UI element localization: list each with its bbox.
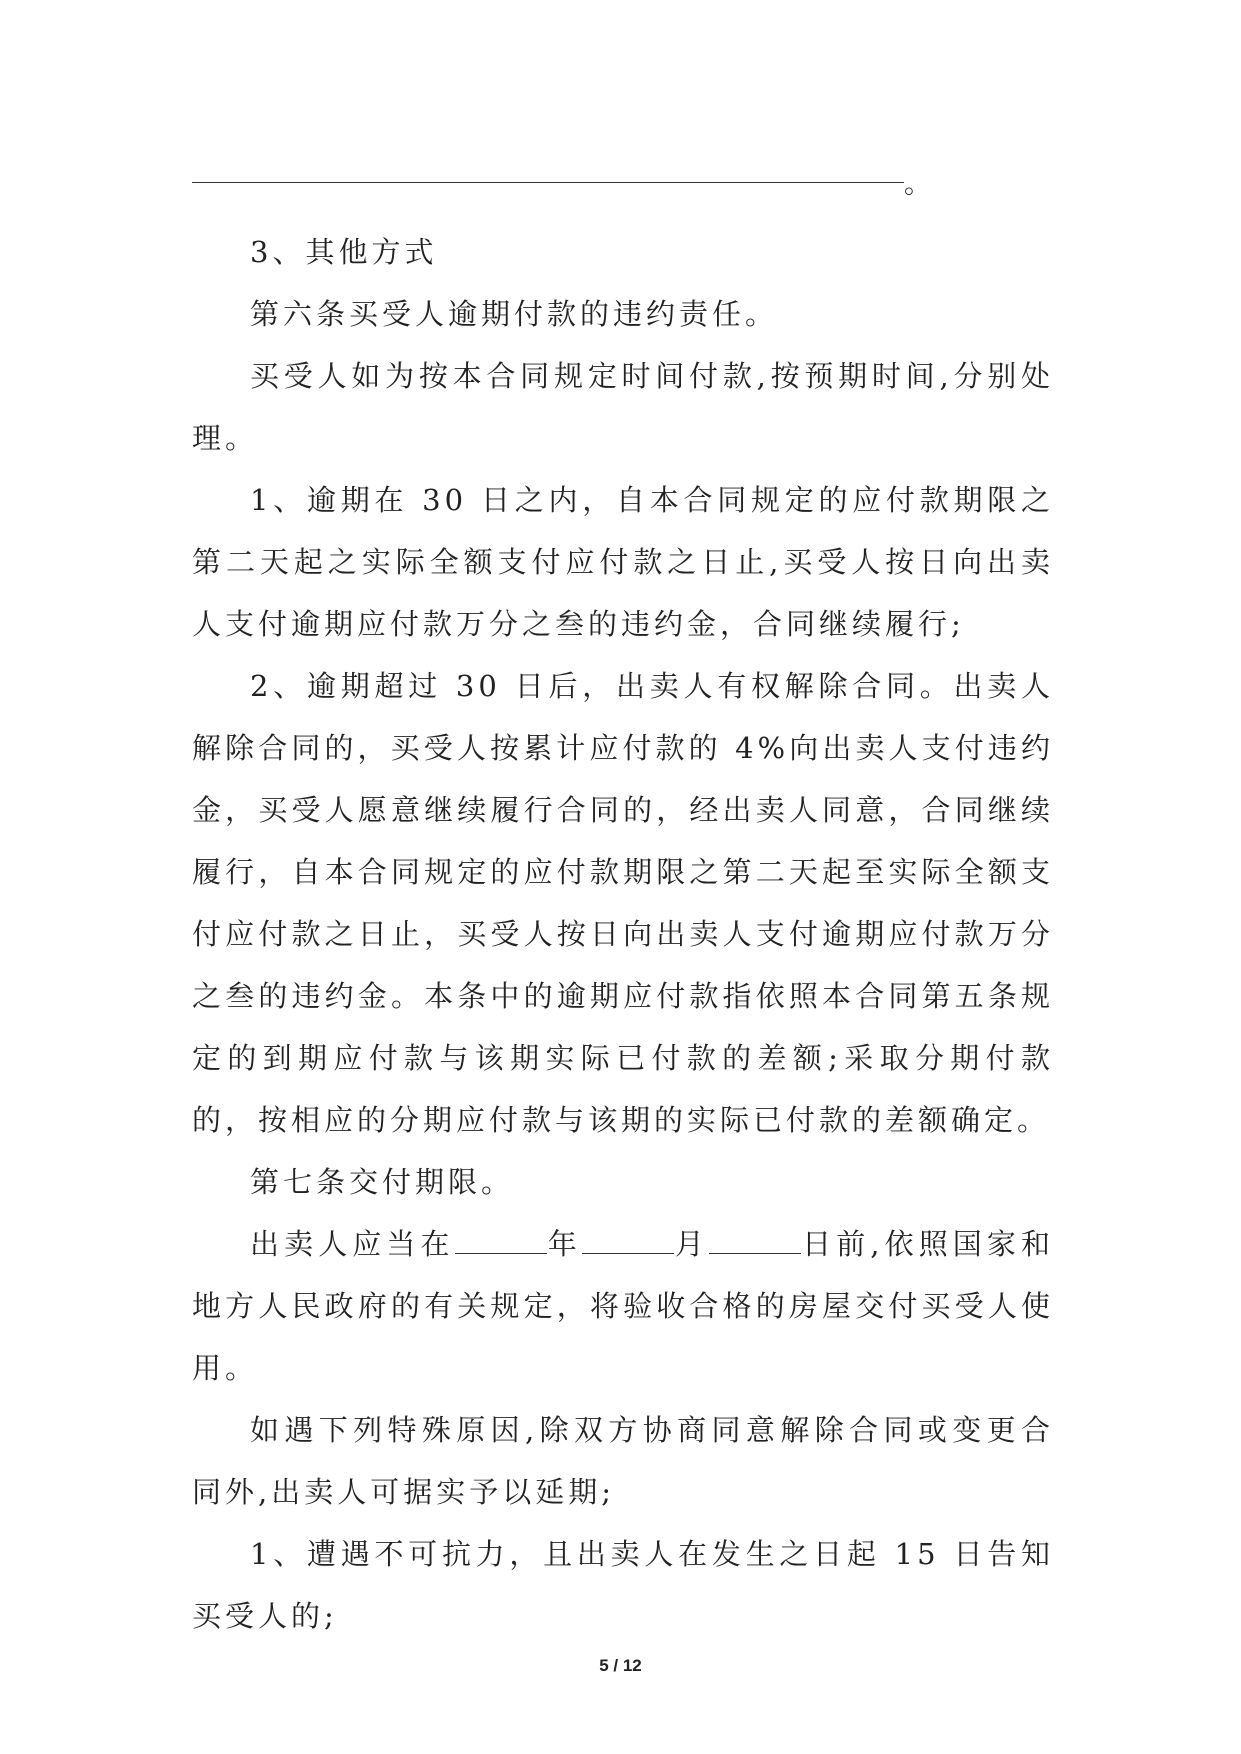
paragraph-force-majeure: 1、遭遇不可抗力，且出卖人在发生之日起 15 日告知买受人的; <box>192 1537 1054 1633</box>
blank-underline <box>192 182 904 183</box>
paragraph-article-6-clause-1: 1、逾期在 30 日之内，自本合同规定的应付款期限之第二天起之实际全额支付应付款之日止,买受人按日向出卖人支付逾期应付款万分之叁的违约金，合同继续履行; <box>192 483 1054 641</box>
year-label: 年 <box>546 1227 582 1261</box>
month-label: 月 <box>673 1227 709 1261</box>
paragraph-article-6-intro: 买受人如为按本合同规定时间付款,按预期时间,分别处理。 <box>192 359 1054 455</box>
day-blank <box>709 1227 801 1254</box>
delivery-suffix: 日前,依照国家和地方人民政府的有关规定，将验收合格的房屋交付买受人使用。 <box>192 1227 1054 1385</box>
blank-fill-line <box>192 169 931 200</box>
paragraph-special-reasons: 如遇下列特殊原因,除双方协商同意解除合同或变更合同外,出卖人可据实予以延期; <box>192 1413 1054 1509</box>
month-blank <box>582 1227 674 1254</box>
paragraph-other-methods: 3、其他方式 <box>250 235 438 269</box>
document-body <box>192 221 1054 1647</box>
paragraph-article-6-clause-2: 2、逾期超过 30 日后，出卖人有权解除合同。出卖人解除合同的，买受人按累计应付款的 4%向出卖人支付违约金，买受人愿意继续履行合同的，经出卖人同意，合同继续履行，自本合同规定的应付款期限之第二天起至实际全额支付应付款之日止，买受人按日向出卖人支付逾期应付款万分之叁的违约金。本条中的逾期应付款指依照本合同第五条规定的到期应付款与该期实际已付款的差额;采取分期付款的，按相应的分期应付款与该期的实际已付款的差额确定。 <box>192 669 1054 1137</box>
paragraph-delivery-deadline <box>192 1213 1054 1399</box>
page-number: 5 / 12 <box>599 1656 642 1675</box>
paragraph-article-7-title: 第七条交付期限。 <box>250 1165 515 1199</box>
paragraph-article-6-title: 第六条买受人逾期付款的违约责任。 <box>250 297 779 331</box>
year-blank <box>455 1227 547 1254</box>
delivery-prefix: 出卖人应当在 <box>250 1227 455 1261</box>
line-end-punctuation: 。 <box>904 169 931 200</box>
